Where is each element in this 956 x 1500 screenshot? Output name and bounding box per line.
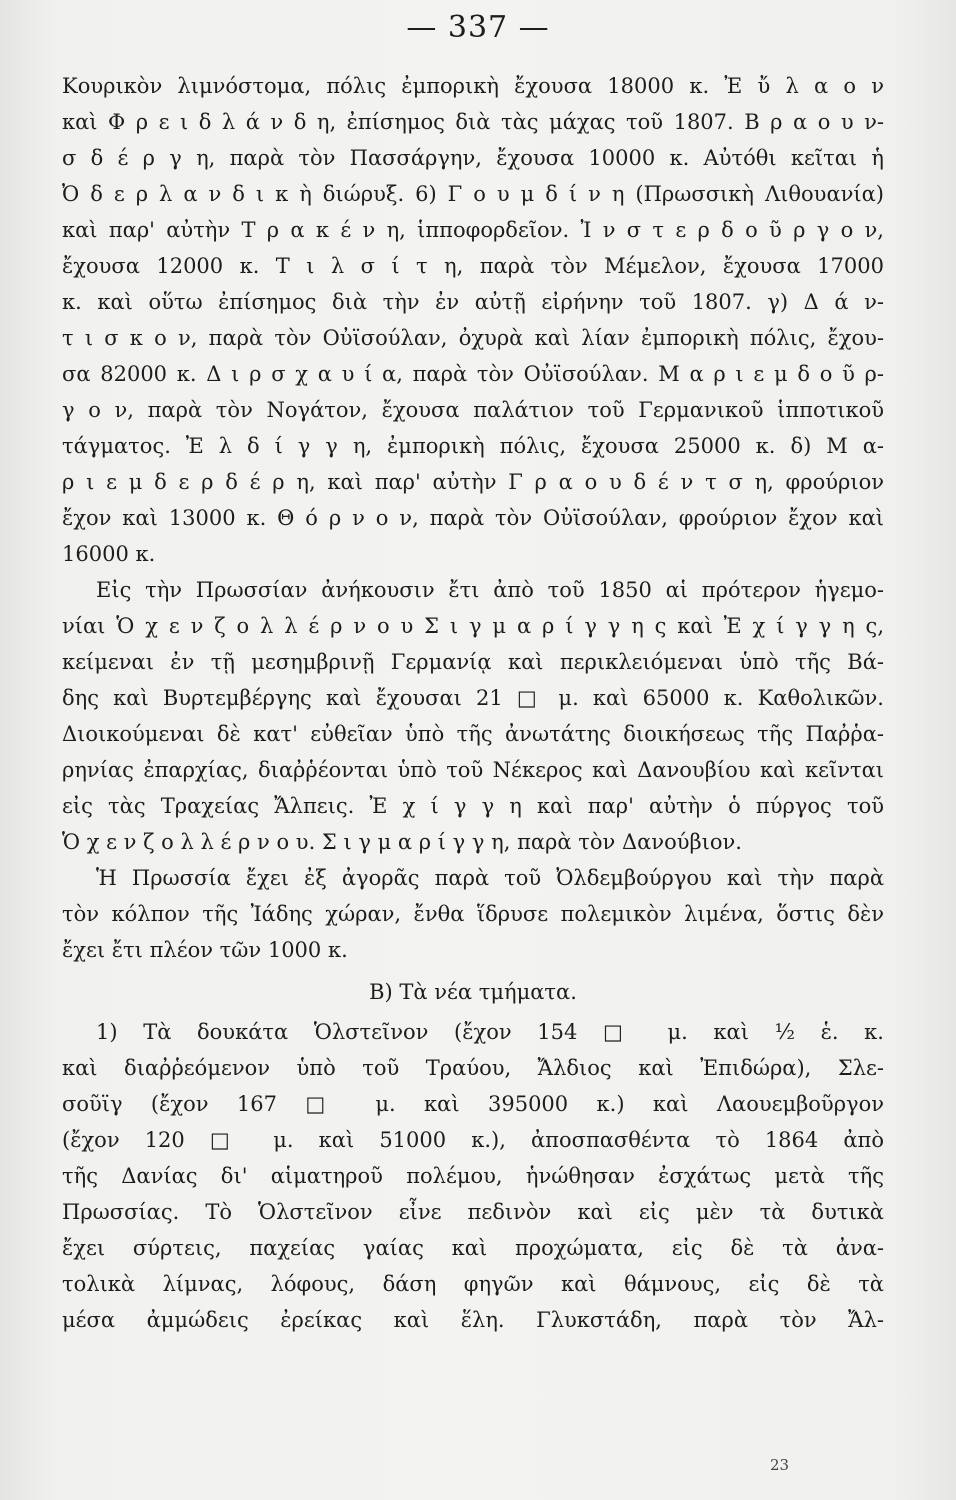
text-line: Ὀ δ ε ρ λ α ν δ ι κ ὴ διώρυξ. 6) Γ ο υ μ δ ί ν η (Πρωσσικὴ Λιθουανία) — [62, 182, 884, 206]
text-line: κείμεναι ἐν τῇ μεσημβρινῇ Γερμανίᾳ καὶ περικλειόμεναι ὑπὸ τῆς Βά- — [62, 650, 884, 674]
text-line: γ ο ν, παρὰ τὸν Νογάτον, ἔχουσα παλάτιον τοῦ Γερμανικοῦ ἱπποτικοῦ — [62, 398, 884, 422]
text-line: σ δ έ ρ γ η, παρὰ τὸν Πασσάργην, ἔχουσα 10000 κ. Αὐτόθι κεῖται ἡ — [62, 146, 884, 170]
text-line: τὸν κόλπον τῆς Ἰάδης χώραν, ἔνθα ἵδρυσε πολεμικὸν λιμένα, ὅστις δὲν — [62, 902, 884, 926]
body-text — [62, 68, 884, 1338]
paragraph-start-line: 1) Τὰ δουκάτα Ὁλστεῖνον (ἔχον 154 □ μ. καὶ ½ ἑ. κ. — [96, 1020, 884, 1044]
text-line: Ὁ χ ε ν ζ ο λ λ έ ρ ν ο υ. Σ ι γ μ α ρ ί γ γ η, παρὰ τὸν Δανούβιον. — [62, 830, 742, 854]
text-line: τάγματος. Ἐ λ δ ί γ γ η, ἐμπορικὴ πόλις, ἔχουσα 25000 κ. δ) Μ α- — [62, 434, 884, 458]
text-line: τῆς Δανίας δι' αἱματηροῦ πολέμου, ἡνώθησαν ἐσχάτως μετὰ τῆς — [62, 1164, 884, 1188]
text-line: ἔχον καὶ 13000 κ. Θ ό ρ ν ο ν, παρὰ τὸν Οὐϊσούλαν, φρούριον ἔχον καὶ — [62, 506, 884, 530]
page-number: — 337 — — [406, 10, 550, 45]
text-line: καὶ Φ ρ ε ι δ λ ά ν δ η, ἐπίσημος διὰ τὰς μάχας τοῦ 1807. Β ρ α ο υ ν- — [62, 110, 884, 134]
text-line: καὶ παρ' αὐτὴν Τ ρ α κ έ ν η, ἱπποφορδεῖον. Ἰ ν σ τ ε ρ δ ο ῦ ρ γ ο ν, — [62, 218, 884, 242]
text-line: ρ ι ε μ δ ε ρ δ έ ρ η, καὶ παρ' αὐτὴν Γ ρ α ο υ δ έ ν τ σ η, φρούριον — [62, 470, 884, 494]
text-line: (ἔχον 120 □ μ. καὶ 51000 κ.), ἀποσπασθέντα τὸ 1864 ἀπὸ — [62, 1128, 884, 1152]
text-line: ἔχει ἔτι πλέον τῶν 1000 κ. — [62, 938, 348, 962]
text-line: 16000 κ. — [62, 542, 156, 566]
paragraph-start-line: Εἰς τὴν Πρωσσίαν ἀνήκουσιν ἔτι ἀπὸ τοῦ 1850 αἱ πρότερον ἡγεμο- — [96, 578, 884, 602]
text-line: κ. καὶ οὕτω ἐπίσημος διὰ τὴν ἐν αὐτῇ εἰρήνην τοῦ 1807. γ) Δ ά ν- — [62, 290, 884, 314]
signature-mark: 23 — [770, 1456, 790, 1474]
paragraph-start-line: Ἡ Πρωσσία ἔχει ἐξ ἀγορᾶς παρὰ τοῦ Ὀλδεμβούργου καὶ τὴν παρὰ — [96, 866, 884, 890]
text-line: τ ι σ κ ο ν, παρὰ τὸν Οὐϊσούλαν, ὀχυρὰ καὶ λίαν ἐμπορικὴ πόλις, ἔχου- — [62, 326, 884, 350]
text-line: Κουρικὸν λιμνόστομα, πόλις ἐμπορικὴ ἔχουσα 18000 κ. Ἐ ὔ λ α ο ν — [62, 74, 884, 98]
text-line: σοῦϊγ (ἔχον 167 □ μ. καὶ 395000 κ.) καὶ Λαουεμβοῦργον — [62, 1092, 884, 1116]
section-heading: B) Τὰ νέα τμήματα. — [369, 980, 577, 1004]
text-line: Διοικούμεναι δὲ κατ' εὐθεῖαν ὑπὸ τῆς ἀνωτάτης διοικήσεως τῆς Παῤῥα- — [62, 722, 884, 746]
text-line: ἔχει σύρτεις, παχείας γαίας καὶ προχώματα, εἰς δὲ τὰ ἀνα- — [62, 1236, 884, 1260]
text-line: δης καὶ Βυρτεμβέργης καὶ ἔχουσαι 21 □ μ. καὶ 65000 κ. Καθολικῶν. — [62, 686, 884, 710]
text-line: τολικὰ λίμνας, λόφους, δάση φηγῶν καὶ θάμνους, εἰς δὲ τὰ — [62, 1272, 884, 1296]
text-line: καὶ διαῤῥεόμενον ὑπὸ τοῦ Τραύου, Ἄλδιος καὶ Ἐπιδώρα), Σλε- — [62, 1056, 884, 1080]
text-line: εἰς τὰς Τραχείας Ἄλπεις. Ἐ χ ί γ γ η καὶ παρ' αὐτὴν ὁ πύργος τοῦ — [62, 794, 884, 818]
text-line: σα 82000 κ. Δ ι ρ σ χ α υ ί α, παρὰ τὸν Οὐϊσούλαν. Μ α ρ ι ε μ δ ο ῦ ρ- — [62, 362, 884, 386]
text-line: μέσα ἀμμώδεις ἐρείκας καὶ ἕλη. Γλυκστάδη, παρὰ τὸν Ἄλ- — [62, 1308, 884, 1332]
text-line: νίαι Ὁ χ ε ν ζ ο λ λ έ ρ ν ο υ Σ ι γ μ α ρ ί γ γ η ς καὶ Ἐ χ ί γ γ η ς, — [62, 614, 884, 638]
text-line: ρηνίας ἐπαρχίας, διαῤῥέονται ὑπὸ τοῦ Νέκερος καὶ Δανουβίου καὶ κεῖνται — [62, 758, 884, 782]
text-line: ἔχουσα 12000 κ. Τ ι λ σ ί τ η, παρὰ τὸν Μέμελον, ἔχουσα 17000 — [62, 254, 884, 278]
text-line: Πρωσσίας. Τὸ Ὁλστεῖνον εἶνε πεδινὸν καὶ εἰς μὲν τὰ δυτικὰ — [62, 1200, 884, 1224]
